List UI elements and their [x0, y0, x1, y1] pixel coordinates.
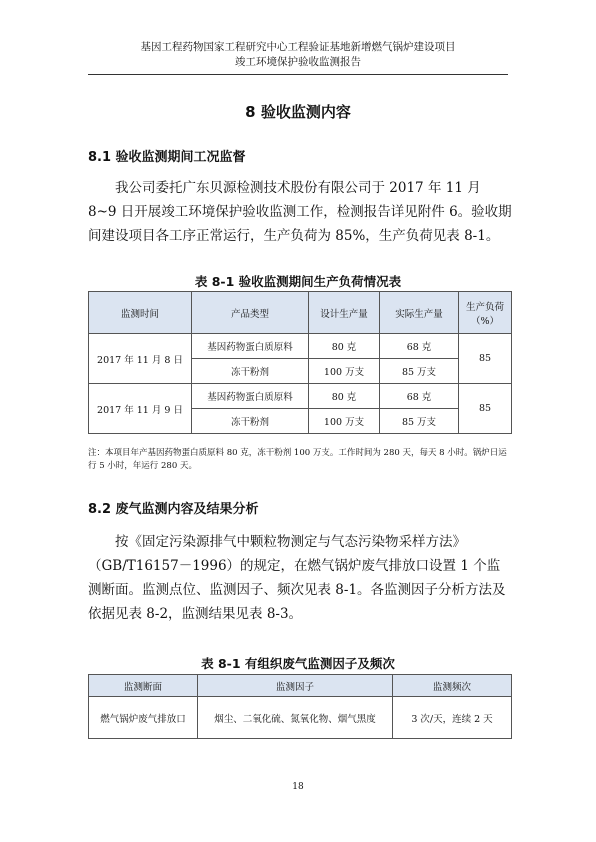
- table-8-1-note: 注：本项目年产基因药物蛋白质原料 80 克，冻干粉剂 100 万支。工作时间为 280 天，每天 8 小时。锅炉日运行 5 小时，年运行 280 天。: [88, 448, 507, 471]
- cell-load: 85: [459, 334, 512, 384]
- cell-actual: 68 克: [380, 334, 459, 359]
- cell-product: 基因药物蛋白质原料: [192, 334, 309, 359]
- section-8-2-paragraph: 按《固定污染源排气中颗粒物测定与气态污染物采样方法》（GB/T16157－1996）的规定，在燃气锅炉废气排放口设置 1 个监测断面。监测点位、监测因子、频次见表 8-1。各监测因子分析方法及依据见表 8-2，监测结果见表 8-3。: [88, 534, 506, 622]
- col-header-design: 设计生产量: [309, 292, 380, 334]
- cell-design: 100 万支: [309, 409, 380, 434]
- section-8-1-title: 8.1 验收监测期间工况监督: [88, 150, 246, 165]
- col-header-factor: 监测因子: [198, 675, 393, 697]
- exhaust-monitoring-table: [88, 674, 512, 739]
- cell-frequency: 3 次/天，连续 2 天: [393, 697, 512, 739]
- header-line-1: 基因工程药物国家工程研究中心工程验证基地新增燃气锅炉建设项目: [140, 41, 456, 53]
- production-load-table: [88, 291, 512, 434]
- page-number: 18: [292, 782, 304, 792]
- cell-section: 燃气锅炉废气排放口: [89, 697, 198, 739]
- col-header-actual: 实际生产量: [380, 292, 459, 334]
- cell-date: 2017 年 11 月 8 日: [89, 334, 192, 384]
- cell-product: 基因药物蛋白质原料: [192, 384, 309, 409]
- table-8-1b-caption: 表 8-1 有组织废气监测因子及频次: [201, 656, 395, 671]
- cell-product: 冻干粉剂: [192, 359, 309, 384]
- col-header-frequency: 监测频次: [393, 675, 512, 697]
- cell-date: 2017 年 11 月 9 日: [89, 384, 192, 434]
- header-line-2: 竣工环境保护验收监测报告: [235, 56, 361, 68]
- table-row: [89, 384, 512, 409]
- table-8-1-caption: 表 8-1 验收监测期间生产负荷情况表: [194, 274, 402, 289]
- col-header-load-line2: （%）: [470, 315, 500, 327]
- header-rule: [88, 74, 508, 75]
- cell-design: 100 万支: [309, 359, 380, 384]
- table-row: [89, 334, 512, 359]
- section-8-2-title: 8.2 废气监测内容及结果分析: [88, 502, 259, 517]
- page-header: [60, 40, 536, 70]
- cell-actual: 68 克: [380, 384, 459, 409]
- col-header-section: 监测断面: [89, 675, 198, 697]
- table-row: [89, 697, 512, 739]
- cell-factor: 烟尘、二氧化硫、氮氧化物、烟气黑度: [198, 697, 393, 739]
- cell-product: 冻干粉剂: [192, 409, 309, 434]
- chapter-title: 8 验收监测内容: [245, 103, 351, 121]
- cell-actual: 85 万支: [380, 409, 459, 434]
- col-header-product: 产品类型: [192, 292, 309, 334]
- cell-actual: 85 万支: [380, 359, 459, 384]
- cell-design: 80 克: [309, 384, 380, 409]
- section-8-1-paragraph: 我公司委托广东贝源检测技术股份有限公司于 2017 年 11 月 8~9 日开展竣工环境保护验收监测工作，检测报告详见附件 6。验收期间建设项目各工序正常运行，生产负荷为 85%，生产负荷见表 8-1。: [88, 180, 512, 244]
- cell-load: 85: [459, 384, 512, 434]
- col-header-time: 监测时间: [89, 292, 192, 334]
- cell-design: 80 克: [309, 334, 380, 359]
- col-header-load: [459, 292, 512, 334]
- col-header-load-line1: 生产负荷: [465, 301, 504, 313]
